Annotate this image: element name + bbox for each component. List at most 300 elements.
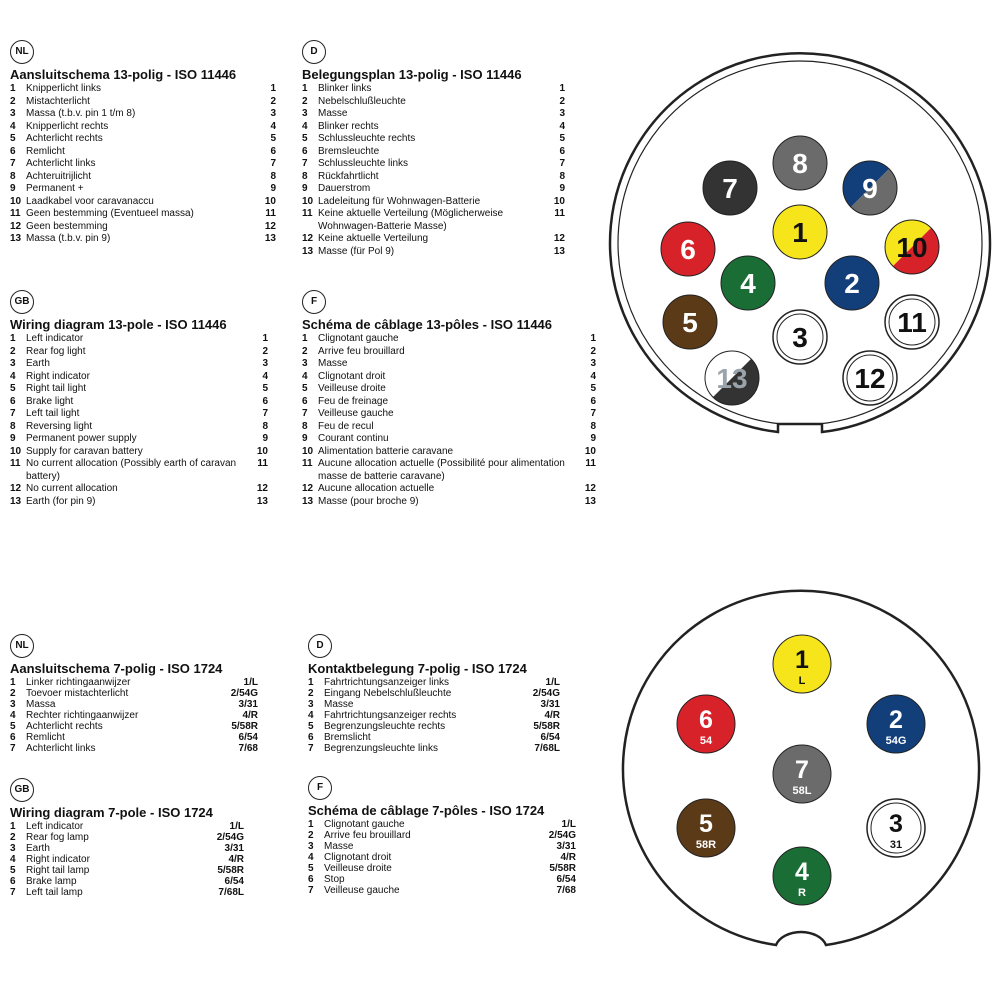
pin-11 bbox=[885, 295, 939, 349]
pin-row-pin: 13 bbox=[256, 495, 268, 507]
pin-row-number: 8 bbox=[302, 170, 308, 182]
pin-row-pin: 11 bbox=[257, 458, 268, 469]
pin-row-number: 7 bbox=[308, 885, 314, 896]
pin-row-label: Massa (t.b.v. pin 1 t/m 8) bbox=[26, 108, 136, 119]
pin-row-pin: 9 bbox=[262, 433, 268, 444]
pin-row-label: Knipperlicht links bbox=[26, 83, 102, 94]
language-badge: F bbox=[302, 290, 326, 314]
pin-code: L bbox=[798, 675, 806, 687]
pin-row-label: Aucune allocation actuelle bbox=[318, 483, 435, 494]
pin-row-pin: 6/54 bbox=[238, 732, 258, 743]
pin-code: 58L bbox=[792, 785, 812, 797]
pin-row-number: 3 bbox=[10, 108, 16, 119]
pin-row-number: 1 bbox=[308, 677, 314, 688]
pin-code: 31 bbox=[889, 839, 903, 851]
pin-row-label: Courant continu bbox=[318, 433, 389, 444]
pin-row-label: Rear fog light bbox=[26, 345, 86, 357]
pin-row-label: Permanent power supply bbox=[26, 433, 137, 444]
pin-row-number: 7 bbox=[302, 158, 308, 169]
pin-row-label: Bremsleuchte bbox=[318, 145, 380, 157]
pin-row-label: Nebelschlußleuchte bbox=[318, 95, 406, 107]
pin-row-pin: 2/54G bbox=[548, 830, 576, 841]
pin-row-label: Massa (t.b.v. pin 9) bbox=[26, 233, 111, 244]
pin-row-pin: 8 bbox=[590, 420, 596, 432]
pin-row-pin: 10 bbox=[264, 195, 276, 207]
pin-row-pin: 9 bbox=[270, 183, 276, 194]
pin-row-label: Geen bestemming (Eventueel massa) bbox=[26, 208, 194, 219]
pin-row-pin: 1 bbox=[270, 83, 276, 94]
pin-row-pin: 12 bbox=[584, 483, 596, 494]
pin-row-pin: 13 bbox=[553, 245, 565, 257]
pin-4 bbox=[721, 256, 775, 310]
pin-row-pin: 13 bbox=[264, 233, 276, 244]
pin-row-label: Bremslicht bbox=[324, 732, 371, 743]
pin-row-number: 1 bbox=[10, 333, 16, 344]
pin-number: 1 bbox=[795, 646, 809, 674]
pin-row-number: 4 bbox=[10, 854, 16, 865]
pin-row-number: 2 bbox=[10, 688, 16, 699]
pin-1 bbox=[773, 635, 831, 693]
pin-row-number: 10 bbox=[302, 445, 314, 457]
pin-row-pin: 3/31 bbox=[238, 699, 258, 710]
pin-row-label: Fahrtrichtungsanzeiger links bbox=[324, 677, 450, 688]
pin-row-label: Right indicator bbox=[26, 370, 90, 382]
pin-row-number: 12 bbox=[302, 233, 314, 244]
pin-row-label: Masse (pour broche 9) bbox=[318, 495, 419, 507]
pin-row-label: Masse bbox=[318, 108, 348, 119]
pin-number: 3 bbox=[792, 322, 808, 353]
pin-row-label: Geen bestemming bbox=[26, 220, 108, 232]
pin-3 bbox=[773, 310, 827, 364]
pin-row-number: 11 bbox=[10, 458, 21, 469]
pin-row-pin: 9 bbox=[590, 433, 596, 444]
pin-row-label: Masse (für Pol 9) bbox=[318, 245, 395, 257]
pin-row-label: Knipperlicht rechts bbox=[26, 120, 109, 132]
pin-row-label: Clignotant droit bbox=[324, 852, 392, 863]
section-title: Schéma de câblage 7-pôles - ISO 1724 bbox=[308, 803, 545, 818]
pin-row-pin: 7 bbox=[559, 158, 565, 169]
pin-row-number: 6 bbox=[10, 732, 16, 743]
pin-number: 7 bbox=[722, 173, 738, 204]
pin-row-pin: 9 bbox=[559, 183, 565, 194]
pin-row-pin: 1/L bbox=[243, 677, 258, 688]
pin-row-pin: 11 bbox=[585, 458, 596, 469]
pin-row-number: 13 bbox=[302, 495, 314, 507]
pin-row-pin: 3/31 bbox=[540, 699, 560, 710]
pin-number: 8 bbox=[792, 148, 808, 179]
pin-5 bbox=[677, 799, 735, 857]
pin-row-number: 1 bbox=[10, 677, 16, 688]
language-badge: GB bbox=[10, 778, 34, 802]
pin-row-number: 3 bbox=[308, 841, 314, 852]
pin-row-pin: 5/58R bbox=[549, 863, 576, 874]
pin-row-pin: 1/L bbox=[561, 819, 576, 830]
pin-row-label: No current allocation bbox=[26, 483, 118, 494]
pin-row-label: Achterlicht links bbox=[26, 158, 96, 169]
pin-row-label: Ladeleitung für Wohnwagen-Batterie bbox=[318, 195, 481, 207]
pin-row-label: Keine aktuelle Verteilung (Möglicherweise Wohnwagen-Batterie Masse) bbox=[318, 208, 504, 232]
pin-6 bbox=[677, 695, 735, 753]
pin-row-pin: 11 bbox=[554, 208, 565, 219]
pin-code: R bbox=[798, 887, 806, 899]
pin-row-pin: 10 bbox=[584, 445, 596, 457]
pin-row-number: 5 bbox=[10, 133, 16, 144]
pin-row-label: Masse bbox=[324, 699, 354, 710]
pin-number: 4 bbox=[740, 268, 756, 299]
plug-7-pole bbox=[623, 591, 979, 945]
pin-row-number: 4 bbox=[308, 852, 314, 863]
pin-row-label: Left tail light bbox=[26, 408, 80, 419]
pin-row-number: 3 bbox=[10, 358, 16, 369]
pin-row-label: Achteruitrijlicht bbox=[26, 170, 92, 182]
pin-row-number: 5 bbox=[10, 865, 16, 876]
pin-row-number: 10 bbox=[302, 195, 314, 207]
pin-row-label: Right tail lamp bbox=[26, 865, 90, 876]
language-badge: F bbox=[308, 776, 332, 800]
pin-5 bbox=[663, 295, 717, 349]
pin-row-pin: 1/L bbox=[545, 677, 560, 688]
pin-row-number: 8 bbox=[10, 170, 16, 182]
pin-row-pin: 12 bbox=[264, 220, 276, 232]
section-title: Wiring diagram 13-pole - ISO 11446 bbox=[10, 317, 227, 332]
pin-row-label: Permanent + bbox=[26, 183, 84, 194]
language-badge: GB bbox=[10, 290, 34, 314]
pin-row-label: Achterlicht rechts bbox=[26, 133, 103, 144]
pin-number: 1 bbox=[792, 217, 808, 248]
pin-row-pin: 1 bbox=[262, 333, 268, 344]
pin-row-number: 11 bbox=[302, 208, 313, 219]
pin-number: 3 bbox=[889, 810, 903, 838]
pin-code: 58R bbox=[695, 839, 717, 851]
pin-number: 2 bbox=[889, 706, 903, 734]
pin-row-number: 4 bbox=[10, 370, 16, 382]
pin-row-label: Fahrtrichtungsanzeiger rechts bbox=[324, 710, 457, 721]
pin-number: 4 bbox=[795, 858, 809, 886]
pin-row-number: 4 bbox=[302, 370, 308, 382]
pin-row-label: Achterlicht rechts bbox=[26, 721, 103, 732]
pin-row-number: 8 bbox=[10, 420, 16, 432]
pin-row-pin: 4/R bbox=[560, 852, 576, 863]
pin-row-number: 3 bbox=[302, 108, 308, 119]
pin-row-number: 6 bbox=[10, 145, 16, 157]
pin-row-label: Eingang Nebelschlußleuchte bbox=[324, 688, 452, 699]
pin-number: 6 bbox=[699, 706, 713, 734]
pin-row-number: 8 bbox=[302, 420, 308, 432]
pin-row-number: 7 bbox=[10, 408, 16, 419]
pin-number: 5 bbox=[682, 307, 698, 338]
pin-row-label: Laadkabel voor caravanaccu bbox=[26, 195, 154, 207]
pin-row-number: 10 bbox=[10, 195, 22, 207]
pin-row-label: Reversing light bbox=[26, 420, 93, 432]
pin-row-number: 2 bbox=[308, 688, 314, 699]
pin-row-number: 13 bbox=[10, 495, 22, 507]
section-title: Wiring diagram 7-pole - ISO 1724 bbox=[10, 805, 213, 820]
pin-row-label: Earth bbox=[26, 358, 50, 369]
pin-row-number: 3 bbox=[308, 699, 314, 710]
pin-10 bbox=[885, 220, 939, 274]
language-badge: NL bbox=[10, 634, 34, 658]
pin-row-number: 12 bbox=[10, 220, 22, 232]
pin-row-pin: 6/54 bbox=[556, 874, 576, 885]
pin-2 bbox=[867, 695, 925, 753]
language-badge: D bbox=[302, 40, 326, 64]
pin-row-pin: 7 bbox=[590, 408, 596, 419]
pin-row-label: Massa bbox=[26, 699, 56, 710]
pin-row-label: Veilleuse droite bbox=[318, 383, 386, 394]
pin-row-number: 7 bbox=[10, 743, 16, 754]
pin-row-number: 6 bbox=[302, 395, 308, 407]
pin-row-label: Stop bbox=[324, 874, 345, 885]
pin-row-label: Dauerstrom bbox=[318, 183, 371, 194]
pin-row-pin: 5 bbox=[559, 133, 565, 144]
language-badge: D bbox=[308, 634, 332, 658]
pin-row-number: 6 bbox=[308, 874, 314, 885]
pin-4 bbox=[773, 847, 831, 905]
pin-row-label: Right tail light bbox=[26, 383, 87, 394]
pin-row-label: Earth bbox=[26, 843, 50, 854]
pin-row-pin: 2 bbox=[559, 95, 565, 107]
pin-row-number: 5 bbox=[308, 721, 314, 732]
pin-row-pin: 4/R bbox=[544, 710, 560, 721]
pin-row-pin: 4 bbox=[559, 120, 565, 132]
pin-row-number: 2 bbox=[302, 95, 308, 107]
pin-row-label: Arrive feu brouillard bbox=[324, 830, 411, 841]
pin-number: 2 bbox=[844, 268, 860, 299]
pin-row-number: 2 bbox=[308, 830, 314, 841]
pin-row-number: 1 bbox=[10, 83, 16, 94]
pin-row-pin: 1 bbox=[559, 83, 565, 94]
pin-row-pin: 1 bbox=[590, 333, 596, 344]
pin-2 bbox=[825, 256, 879, 310]
pin-code: 54G bbox=[885, 735, 907, 747]
pin-3 bbox=[867, 799, 925, 857]
pin-row-number: 6 bbox=[10, 876, 16, 887]
section-title: Aansluitschema 7-polig - ISO 1724 bbox=[10, 661, 223, 676]
pin-row-pin: 11 bbox=[265, 208, 276, 219]
section-title: Kontaktbelegung 7-polig - ISO 1724 bbox=[308, 661, 527, 676]
pin-row-number: 4 bbox=[10, 120, 16, 132]
pin-row-pin: 4 bbox=[590, 370, 596, 382]
pin-row-pin: 3 bbox=[590, 358, 596, 369]
pin-row-pin: 10 bbox=[553, 195, 565, 207]
pin-row-label: Remlicht bbox=[26, 145, 65, 157]
pin-row-pin: 3/31 bbox=[556, 841, 576, 852]
pin-row-pin: 12 bbox=[553, 233, 565, 244]
pin-row-pin: 6/54 bbox=[540, 732, 560, 743]
pin-row-label: Feu de recul bbox=[318, 420, 374, 432]
pin-row-number: 13 bbox=[302, 245, 314, 257]
pin-row-label: Masse bbox=[324, 841, 354, 852]
pin-row-label: Veilleuse gauche bbox=[318, 408, 394, 419]
pin-row-number: 2 bbox=[10, 832, 16, 843]
pin-row-number: 9 bbox=[10, 433, 16, 444]
pin-row-label: Begrenzungsleuchte links bbox=[324, 743, 438, 754]
pin-row-number: 6 bbox=[302, 145, 308, 157]
pin-row-label: Left indicator bbox=[26, 333, 84, 344]
pin-row-label: Feu de freinage bbox=[318, 395, 389, 407]
pin-row-pin: 5/58R bbox=[533, 721, 560, 732]
pin-7 bbox=[703, 161, 757, 215]
pin-row-label: Linker richtingaanwijzer bbox=[26, 677, 131, 688]
pin-row-number: 2 bbox=[10, 95, 16, 107]
pin-row-pin: 5/58R bbox=[217, 865, 244, 876]
language-badge: NL bbox=[10, 40, 34, 64]
pin-row-number: 5 bbox=[10, 383, 16, 394]
pin-row-label: Remlicht bbox=[26, 732, 65, 743]
pin-row-number: 9 bbox=[302, 183, 308, 194]
pin-row-label: Earth (for pin 9) bbox=[26, 495, 96, 507]
pin-row-number: 5 bbox=[302, 133, 308, 144]
pin-row-label: Blinker rechts bbox=[318, 120, 379, 132]
pin-1 bbox=[773, 205, 827, 259]
pin-row-label: Rear fog lamp bbox=[26, 832, 89, 843]
pin-9 bbox=[843, 161, 897, 215]
pin-row-label: Clignotant gauche bbox=[318, 333, 399, 344]
pin-row-label: Right indicator bbox=[26, 854, 90, 865]
pin-row-number: 3 bbox=[10, 843, 16, 854]
pin-13 bbox=[705, 351, 759, 405]
pin-row-pin: 7/68L bbox=[534, 743, 560, 754]
pin-row-pin: 2/54G bbox=[230, 688, 258, 699]
pin-row-label: Brake light bbox=[26, 395, 74, 407]
pin-row-pin: 2/54G bbox=[216, 832, 244, 843]
section-title: Schéma de câblage 13-pôles - ISO 11446 bbox=[302, 317, 553, 332]
pin-6 bbox=[661, 222, 715, 276]
pin-row-number: 1 bbox=[302, 333, 308, 344]
pin-row-label: Brake lamp bbox=[26, 876, 77, 887]
pin-number: 5 bbox=[699, 810, 713, 838]
pin-row-pin: 3/31 bbox=[224, 843, 244, 854]
pin-row-pin: 3 bbox=[270, 108, 276, 119]
pin-row-label: Rechter richtingaanwijzer bbox=[26, 710, 139, 721]
pin-row-number: 6 bbox=[308, 732, 314, 743]
pin-row-pin: 4/R bbox=[242, 710, 258, 721]
pin-row-number: 6 bbox=[10, 395, 16, 407]
pin-row-pin: 3 bbox=[262, 358, 268, 369]
pin-row-pin: 5/58R bbox=[231, 721, 258, 732]
pin-row-pin: 2 bbox=[590, 345, 596, 357]
pin-row-number: 9 bbox=[10, 183, 16, 194]
pin-row-pin: 4 bbox=[270, 120, 276, 132]
pin-number: 13 bbox=[716, 363, 748, 394]
pin-row-number: 4 bbox=[308, 710, 314, 721]
pin-row-label: Achterlicht links bbox=[26, 743, 96, 754]
pin-row-pin: 5 bbox=[590, 383, 596, 394]
pin-row-number: 13 bbox=[10, 233, 22, 244]
pin-row-number: 2 bbox=[10, 345, 16, 357]
pin-number: 9 bbox=[862, 173, 878, 204]
pin-row-label: Left tail lamp bbox=[26, 887, 83, 898]
pin-row-pin: 6 bbox=[270, 145, 276, 157]
pin-row-label: Schlussleuchte rechts bbox=[318, 133, 416, 144]
plug-13-pole bbox=[610, 53, 990, 432]
pin-row-number: 7 bbox=[10, 887, 16, 898]
pin-8 bbox=[773, 136, 827, 190]
pin-number: 6 bbox=[680, 234, 696, 265]
pin-row-label: Aucune allocation actuelle (Possibilité pour alimentation masse de batterie caravane) bbox=[318, 458, 565, 482]
pin-row-label: Left indicator bbox=[26, 821, 84, 832]
pin-row-number: 7 bbox=[302, 408, 308, 419]
pin-row-label: Supply for caravan battery bbox=[26, 445, 143, 457]
pin-row-number: 12 bbox=[10, 483, 22, 494]
pin-row-pin: 6 bbox=[559, 145, 565, 157]
pin-row-pin: 7 bbox=[262, 408, 268, 419]
pin-row-pin: 3 bbox=[559, 108, 565, 119]
pin-row-label: Schlussleuchte links bbox=[318, 158, 409, 169]
pin-row-pin: 13 bbox=[584, 495, 596, 507]
pin-number: 12 bbox=[854, 363, 886, 394]
pin-row-pin: 4 bbox=[262, 370, 268, 382]
pin-row-number: 11 bbox=[302, 458, 313, 469]
pin-row-label: Arrive feu brouillard bbox=[318, 345, 405, 357]
pin-7 bbox=[773, 745, 831, 803]
pin-row-pin: 7/68 bbox=[238, 743, 258, 754]
pin-row-pin: 10 bbox=[256, 445, 268, 457]
pin-row-pin: 7/68L bbox=[218, 887, 244, 898]
pin-row-pin: 5 bbox=[270, 133, 276, 144]
pin-row-pin: 6 bbox=[262, 395, 268, 407]
pin-row-number: 5 bbox=[302, 383, 308, 394]
pin-number: 10 bbox=[896, 232, 928, 263]
section-title: Aansluitschema 13-polig - ISO 11446 bbox=[10, 67, 237, 82]
pin-row-pin: 2 bbox=[270, 95, 276, 107]
pin-row-pin: 6/54 bbox=[224, 876, 244, 887]
pin-row-label: Rückfahrtlicht bbox=[318, 170, 379, 182]
pin-row-number: 1 bbox=[302, 83, 308, 94]
pin-row-pin: 2/54G bbox=[532, 688, 560, 699]
pin-row-pin: 4/R bbox=[228, 854, 244, 865]
pin-row-label: Clignotant gauche bbox=[324, 819, 405, 830]
pin-row-label: Veilleuse droite bbox=[324, 863, 392, 874]
pin-row-label: Blinker links bbox=[318, 83, 372, 94]
pin-row-pin: 1/L bbox=[229, 821, 244, 832]
pin-row-label: Mistachterlicht bbox=[26, 95, 90, 107]
pin-row-number: 5 bbox=[308, 863, 314, 874]
pin-row-pin: 8 bbox=[559, 170, 565, 182]
pin-row-number: 1 bbox=[308, 819, 314, 830]
pin-row-number: 9 bbox=[302, 433, 308, 444]
pin-12 bbox=[843, 351, 897, 405]
pin-row-label: Masse bbox=[318, 358, 348, 369]
pin-row-label: Veilleuse gauche bbox=[324, 885, 400, 896]
pin-row-number: 7 bbox=[308, 743, 314, 754]
pin-row-pin: 7/68 bbox=[556, 885, 576, 896]
pin-code: 54 bbox=[699, 735, 713, 747]
pin-row-label: Clignotant droit bbox=[318, 370, 386, 382]
pin-row-label: Alimentation batterie caravane bbox=[318, 445, 454, 457]
pin-row-label: Begrenzungsleuchte rechts bbox=[324, 721, 446, 732]
pin-row-number: 3 bbox=[302, 358, 308, 369]
pin-row-pin: 8 bbox=[262, 420, 268, 432]
pin-row-pin: 12 bbox=[256, 483, 268, 494]
pin-row-number: 10 bbox=[10, 445, 22, 457]
pin-row-number: 11 bbox=[10, 208, 21, 219]
pin-row-pin: 7 bbox=[270, 158, 276, 169]
pin-row-pin: 6 bbox=[590, 395, 596, 407]
pin-row-number: 12 bbox=[302, 483, 314, 494]
pin-row-number: 5 bbox=[10, 721, 16, 732]
pin-row-number: 4 bbox=[302, 120, 308, 132]
pin-row-number: 3 bbox=[10, 699, 16, 710]
pin-row-pin: 2 bbox=[262, 345, 268, 357]
pin-row-label: Toevoer mistachterlicht bbox=[26, 688, 129, 699]
pin-row-number: 7 bbox=[10, 158, 16, 169]
pin-row-label: No current allocation (Possibly earth of caravan battery) bbox=[26, 458, 237, 482]
pin-number: 11 bbox=[897, 307, 927, 338]
pin-row-number: 1 bbox=[10, 821, 16, 832]
pin-row-pin: 5 bbox=[262, 383, 268, 394]
pin-row-pin: 8 bbox=[270, 170, 276, 182]
